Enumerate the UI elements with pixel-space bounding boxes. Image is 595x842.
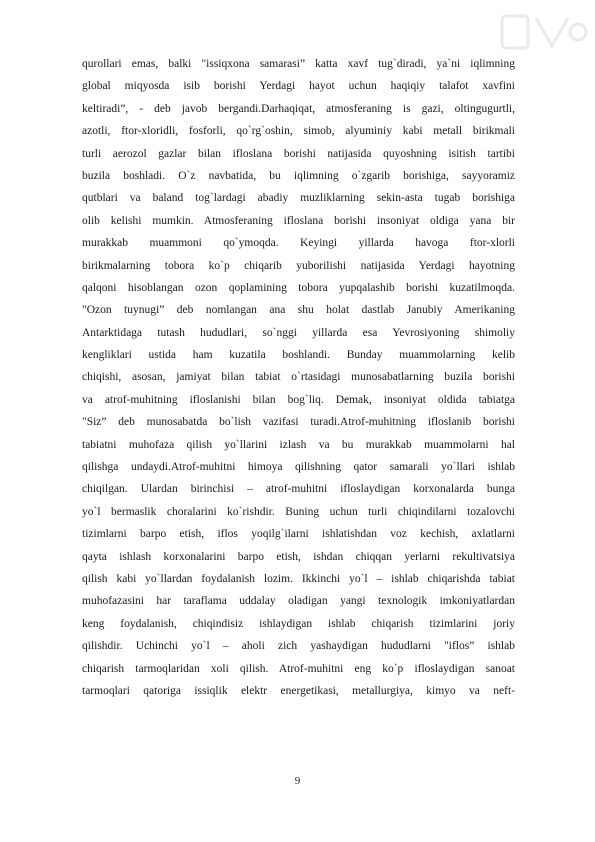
text-line: azotli, ftor-xloridli, fosforli, qo`rg`oshin, simob, alyuminiy kabi metall birikmali	[82, 125, 515, 138]
text-line: tizimlarni barpo etish, iflos yoqilg`ilarni ishlatishdan voz kechish, axlatlarni	[82, 528, 515, 541]
body-paragraph	[82, 53, 515, 702]
text-line: qurollari emas, balki "issiqxona samarasi” katta xavf tug`diradi, ya`ni iqlimning	[82, 58, 515, 70]
text-line: qilishdir. Uchinchi yo`l – aholi zich yashaydigan hududlarni "iflos” ishlab	[82, 640, 515, 653]
text-line: "Ozon tuynugi” deb nomlangan ana shu holat dastlab Janubiy Amerikaning	[82, 304, 515, 317]
text-line: buzila boshladi. O`z navbatida, bu iqlimning o`zgarib borishiga, sayyoramiz	[82, 169, 515, 182]
text-line: Antarktidaga tutash hududlari, so`nggi yillarda esa Yevrosiyoning shimoliy	[82, 326, 515, 339]
watermark-logo-icon	[500, 10, 588, 54]
text-line: qutblari va baland tog`lardagi abadiy muzliklarning sekin-asta tugab borishiga	[82, 192, 515, 205]
text-line: qilishga undaydi.Atrof-muhitni himoya qilishning qator samarali yo`llari ishlab	[82, 461, 515, 474]
text-line: chiqilgan. Ulardan birinchisi – atrof-muhitni ifloslaydigan korxonalarda bunga	[82, 483, 515, 496]
text-line: chiqishi, asosan, jamiyat bilan tabiat o`rtasidagi munosabatlarning buzila borishi	[82, 371, 515, 384]
text-line: murakkab muammoni qo`ymoqda. Keyingi yillarda havoga ftor-xlorli	[82, 237, 515, 250]
text-line: birikmalarning tobora ko`p chiqarib yuborilishi natijasida Yerdagi hayotning	[82, 259, 515, 272]
text-line: keng foydalanish, chiqindisiz ishlaydigan ishlab chiqarish tizimlarini joriy	[82, 617, 515, 630]
text-line: qilish kabi yo`llardan foydalanish lozim. Ikkinchi yo`l – ishlab chiqarishda tabiat	[82, 572, 515, 585]
text-line: chiqarish tarmoqlaridan xoli qilish. Atrof-muhitni eng ko`p ifloslaydigan sanoat	[82, 662, 515, 675]
text-line: global miqyosda isib borishi Yerdagi hayot uchun haqiqiy talafot xavfini	[82, 80, 515, 93]
text-line: yo`l bermaslik choralarini ko`rishdir. Buning uchun turli chiqindilarni tozalovchi	[82, 505, 515, 518]
text-line: keltiradi”, - deb javob bergandi.Darhaqiqat, atmosferaning is gazi, oltingugurtli,	[82, 102, 515, 115]
text-line: qalqoni hisoblangan ozon qoplamining tobora yupqalashib borishi kuzatilmoqda.	[82, 281, 515, 294]
text-line: turli aerozol gazlar bilan ifloslana borishi natijasida quyoshning isitish tartibi	[82, 147, 515, 160]
text-line: va atrof-muhitning ifloslanishi bilan bog`liq. Demak, insoniyat oldida tabiatga	[82, 393, 515, 406]
text-line: tabiatni muhofaza qilish yo`llarini izlash va bu murakkab muammolarni hal	[82, 438, 515, 451]
text-line: olib kelishi mumkin. Atmosferaning ifloslana borishi insoniyat oldiga yana bir	[82, 214, 515, 227]
text-line: tarmoqlari qatoriga issiqlik elektr energetikasi, metallurgiya, kimyo va neft-	[82, 684, 515, 697]
page-number: 9	[294, 775, 301, 787]
text-line: "Siz” deb munosabatda bo`lish vazifasi turadi.Atrof-muhitning ifloslanib borishi	[82, 416, 515, 429]
text-line: qayta ishlash korxonalarini barpo etish, ishdan chiqqan yerlarni rekultivatsiya	[82, 550, 515, 563]
text-line: kengliklari ustida ham kuzatila boshlandi. Bunday muammolarning kelib	[82, 349, 515, 362]
text-line: muhofazasini har taraflama uddalay oladigan yangi texnologik imkoniyatlardan	[82, 595, 515, 608]
